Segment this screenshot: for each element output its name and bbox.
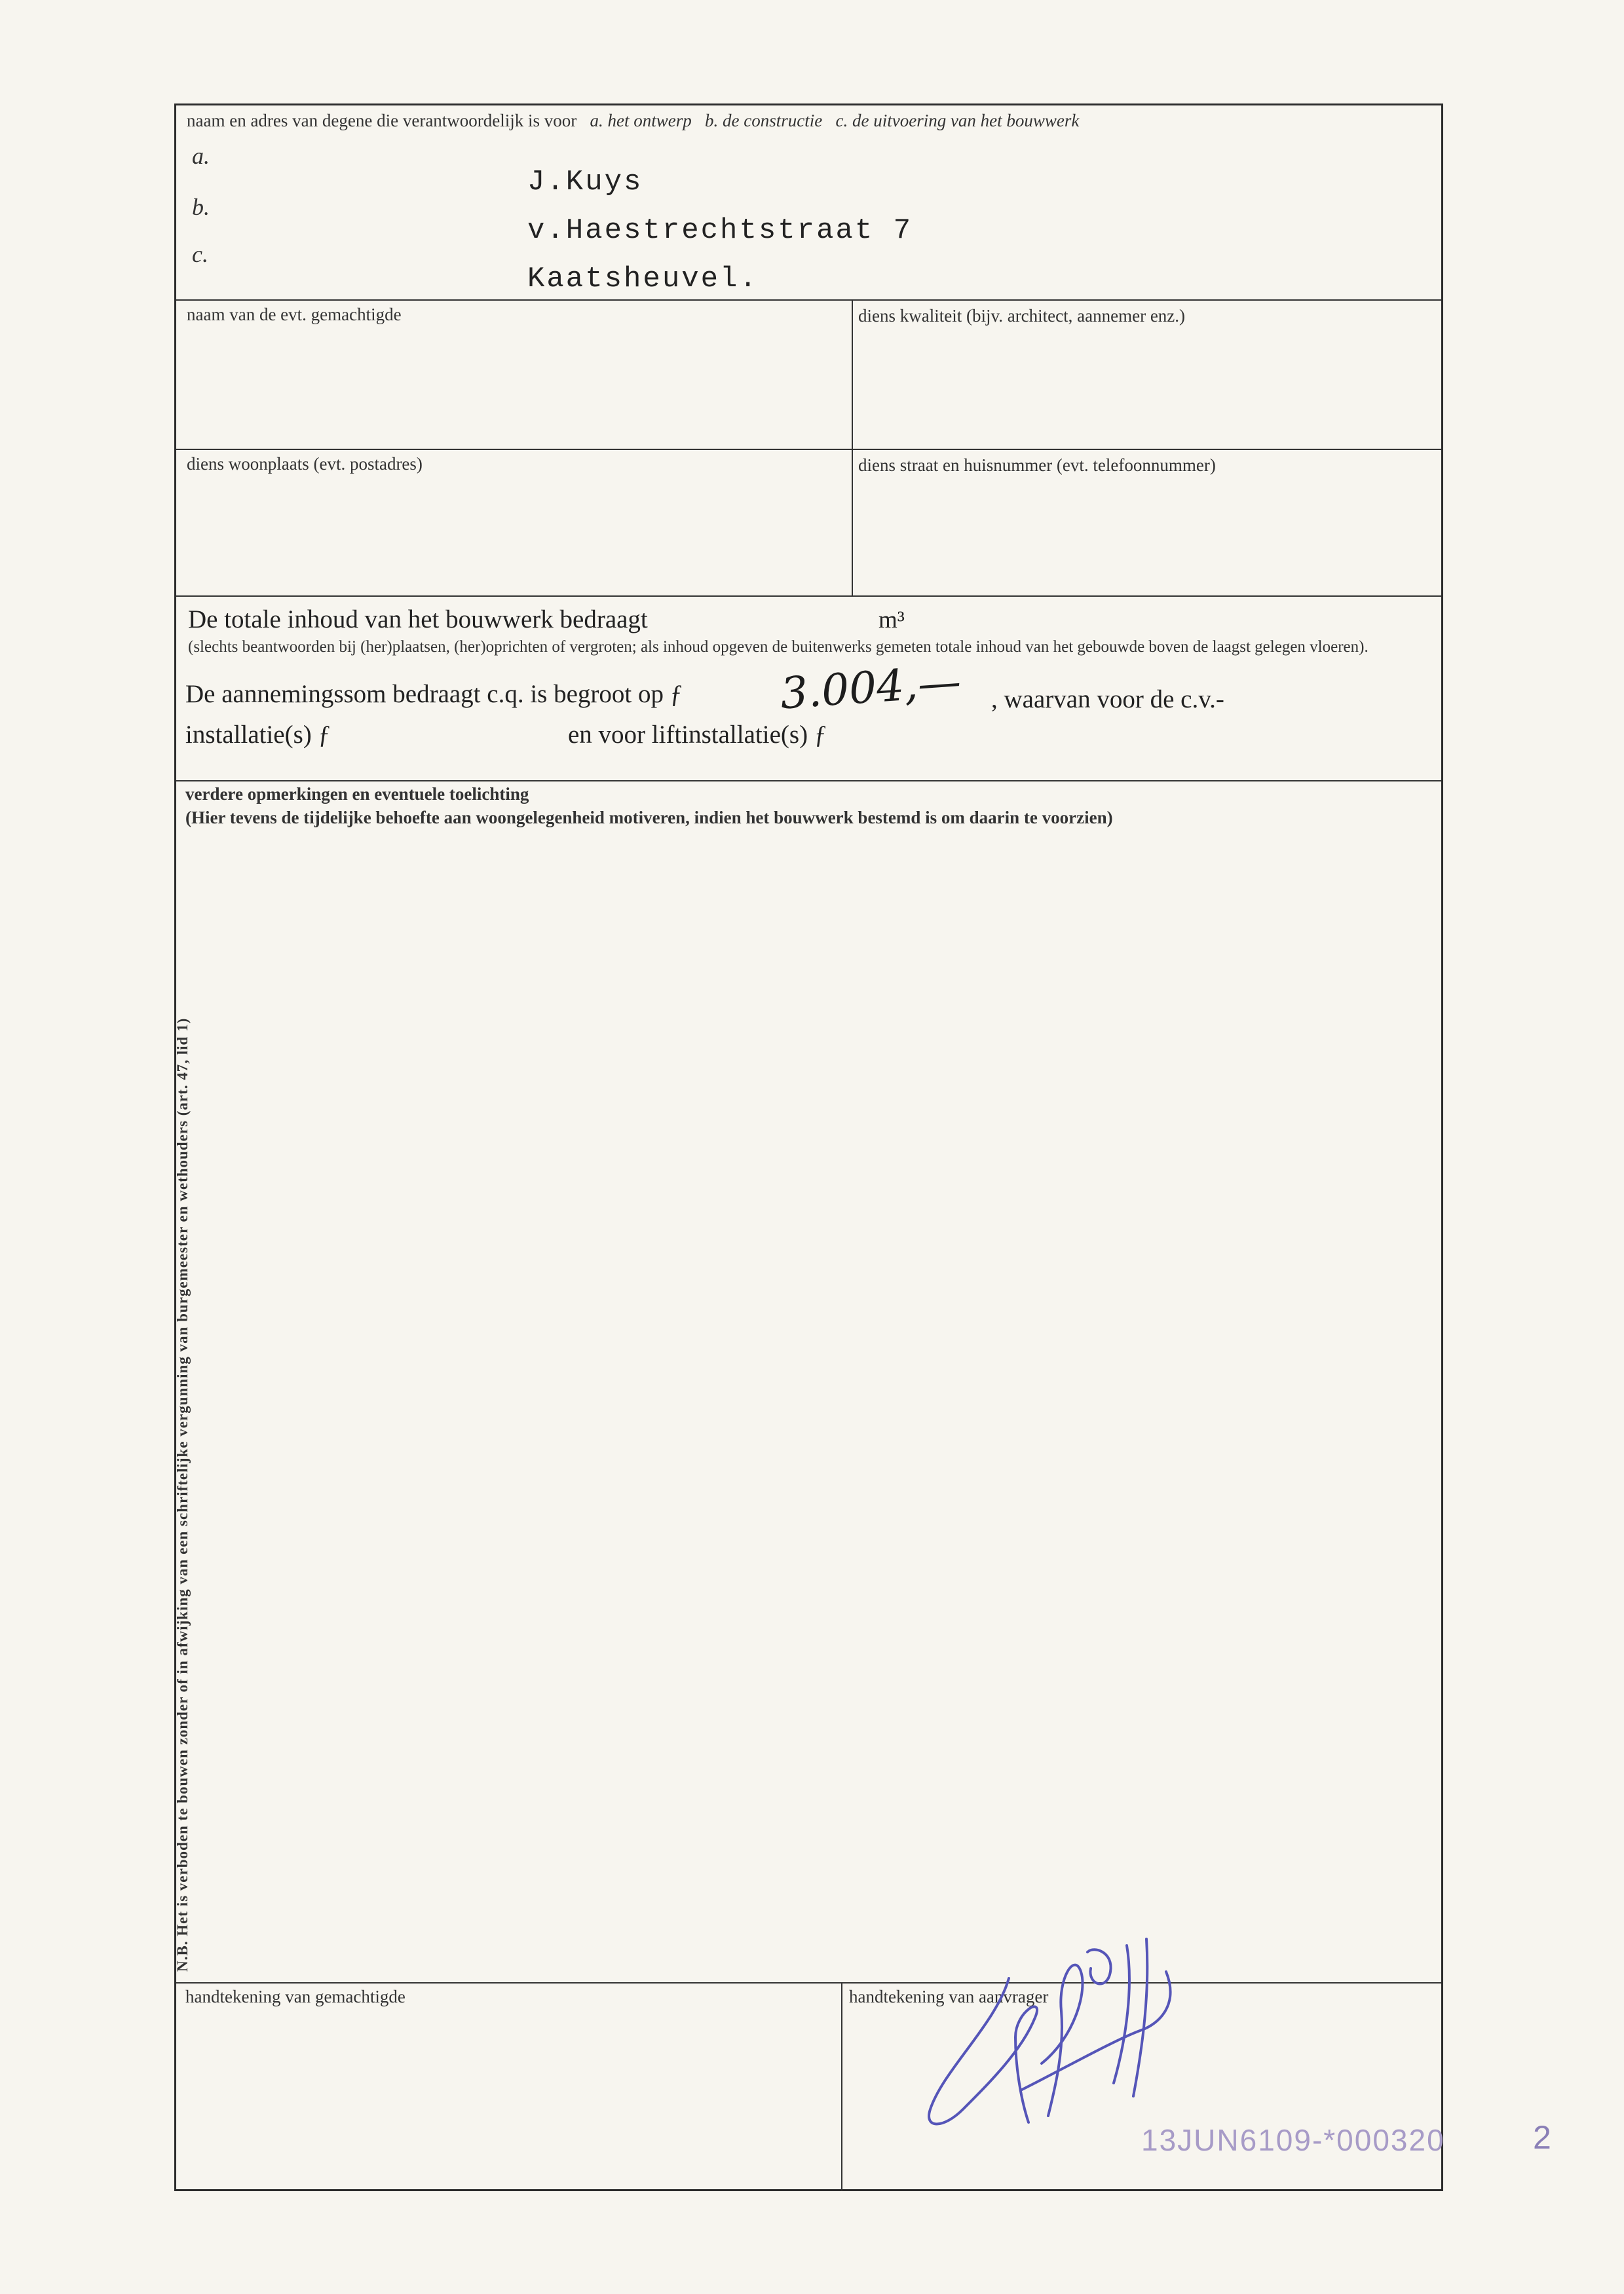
- proxy-name-label: naam van de evt. gemachtigde: [187, 305, 402, 324]
- proxy-signature-label: handtekening van gemachtigde: [185, 1987, 406, 2006]
- label-design: a. het ontwerp: [590, 111, 692, 130]
- page-number: 2: [1533, 2119, 1551, 2156]
- label-execution: c. de uitvoering van het bouwwerk: [835, 111, 1080, 130]
- volume-text: De totale inhoud van het bouwwerk bedraagt: [188, 605, 648, 633]
- divider: [176, 449, 1441, 450]
- divider: [176, 299, 1441, 301]
- proxy-address-label: diens straat en huisnummer (evt. telefoonnummer): [858, 455, 1216, 475]
- divider: [176, 1982, 1441, 1984]
- legal-side-note: N.B. Het is verboden te bouwen zonder of in afwijking van een schriftelijke vergunning van burgemeester en wethouders (art. 47, lid 1): [174, 1017, 191, 1972]
- responsible-name: J.Kuys: [527, 166, 643, 198]
- responsible-city: Kaatsheuvel.: [527, 263, 759, 295]
- applicant-signature: [917, 1932, 1218, 2149]
- column-divider: [841, 1982, 842, 2191]
- installation-text: installatie(s) ƒ: [185, 721, 331, 749]
- contract-amount: 3.004,—: [778, 656, 963, 719]
- column-divider: [852, 299, 853, 595]
- lift-text: en voor liftinstallatie(s) ƒ: [568, 721, 827, 749]
- stamp-number: 13JUN6109-*000320: [1141, 2123, 1445, 2157]
- proxy-quality-label: diens kwaliteit (bijv. architect, aannemer enz.): [858, 306, 1186, 326]
- remarks-subtitle: (Hier tevens de tijdelijke behoefte aan woongelegenheid motiveren, indien het bouwwerk bestemd is om daarin te voorzien): [185, 808, 1113, 827]
- cv-text: , waarvan voor de c.v.-: [991, 685, 1224, 713]
- proxy-residence-label: diens woonplaats (evt. postadres): [187, 454, 423, 474]
- volume-note: (slechts beantwoorden bij (her)plaatsen, (her)oprichten of vergroten; als inhoud opgeven de buitenwerks gemeten totale inhoud van het gebouwde boven de laagst gelegen vloeren).: [188, 638, 1369, 656]
- contract-text: De aannemingssom bedraagt c.q. is begroot op ƒ: [185, 680, 683, 708]
- divider: [176, 595, 1441, 597]
- letter-c: c.: [192, 241, 208, 267]
- applicant-signature-label: handtekening van aanvrager: [849, 1987, 1049, 2006]
- responsible-street: v.Haestrechtstraat 7: [527, 214, 913, 247]
- permit-form: [174, 103, 1443, 2191]
- responsible-label: naam en adres van degene die verantwoordelijk is voor a. het ontwerp b. de constructie c. de uitvoering van het bouwwerk: [187, 111, 1080, 130]
- label-construction: b. de constructie: [705, 111, 823, 130]
- letter-b: b.: [192, 194, 210, 220]
- volume-unit: m³: [878, 607, 905, 633]
- letter-a: a.: [192, 143, 210, 169]
- divider: [176, 780, 1441, 781]
- remarks-title: verdere opmerkingen en eventuele toelichting: [185, 784, 529, 804]
